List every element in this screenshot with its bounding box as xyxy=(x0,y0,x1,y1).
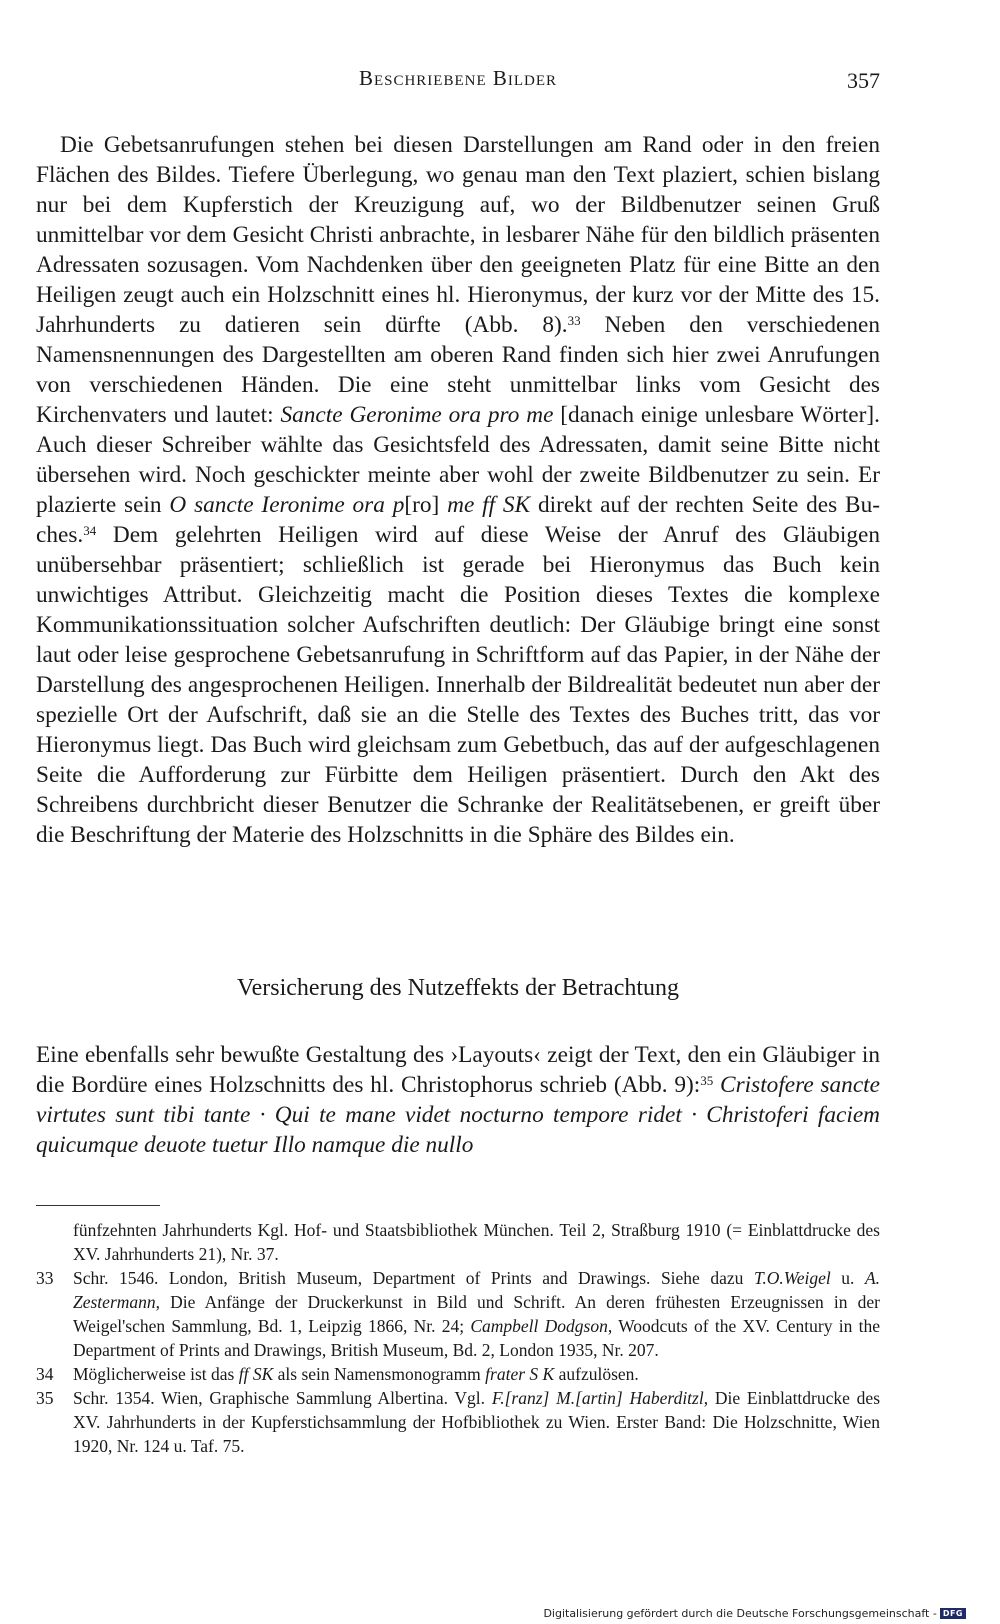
running-title: Beschriebene Bilder xyxy=(358,66,558,90)
italic-quote: O sancte Ieronime ora p xyxy=(169,492,405,518)
footnote-number: 35 xyxy=(36,1388,54,1408)
footnote-text: , Woodcuts of the XV. Century in the Department of Prints and Drawings, British Museum, Bd. 2, London 1935, Nr. 207. xyxy=(73,1316,880,1360)
footnote-text: Schr. 1546. London, British Museum, Department of Prints and Drawings. Siehe dazu xyxy=(73,1268,754,1288)
footnote-ref-35: 35 xyxy=(700,1073,714,1088)
italic-term: ff SK xyxy=(238,1364,274,1384)
text-run: [ro] xyxy=(404,492,448,518)
author-name: F.[ranz] M.[artin] Haberditzl xyxy=(491,1388,704,1408)
italic-quote: Cristofere sancte virtutes sunt tibi tante · Qui te mane videt nocturno tempore ridet · Christoferi faciem quicumque deuote tuetur Illo namque die nullo xyxy=(36,1072,880,1158)
italic-quote: Sancte Geronime ora pro me xyxy=(280,402,554,428)
paragraph xyxy=(36,130,880,850)
footnote-text: Möglicherweise ist das xyxy=(73,1364,239,1384)
footnote-text: , Die Anfänge der Druckerkunst in Bild und Schrift. An deren frühesten Erzeugnissen in der Weigel'schen Sammlung, Bd. 1, Leipzig 1866, Nr. 24; xyxy=(73,1292,880,1336)
footnote-ref-33: 33 xyxy=(567,313,581,328)
footnote-text: als sein Namensmonogramm xyxy=(273,1364,486,1384)
text-run: [danach einige unlesbare Wörter]. Auch dieser Schreiber wählte das Gesichtsfeld des Adressaten, damit seine Bitte nicht übersehen wird. Noch geschickter meinte aber wohl der zweite Bildbenutzer zu sein. Er plazierte sein xyxy=(36,402,880,518)
footnote-number: 33 xyxy=(36,1268,54,1288)
paragraph xyxy=(36,1040,880,1160)
text-run: Eine ebenfalls sehr bewußte Gestaltung des ›Layouts‹ zeigt der Text, den ein Gläubiger in die Bordüre eines Holzschnitts des hl. Christophorus schrieb (Abb. 9): xyxy=(36,1042,880,1098)
footnote-text: aufzulösen. xyxy=(554,1364,639,1384)
text-run: Die Gebetsanrufungen stehen bei diesen Darstellungen am Rand oder in den freien Flächen des Bildes. Tiefere Überlegung, wo genau man den Text plaziert, schien bislang nur bei dem Kupferstich der Kreuzigung auf, wo der Bildbenutzer seinen Gruß unmittelbar vor dem Gesicht Christi anbrachte, in lesbarer Nähe für den bildlich präsenten Adressaten sozusagen. Vom Nachdenken über den geeigneten Platz für eine Bitte an den Heiligen zeugt auch ein Holzschnitt eines hl. Hieronymus, der kurz vor der Mitte des 15. Jahrhunderts zu datieren sein dürfte (Abb. 8). xyxy=(36,132,880,338)
footnote-continuation xyxy=(36,1218,880,1266)
text-run: Neben den verschiedenen Namensnennungen des Dargestellten am oberen Rand finden sich hier zwei Anrufungen von verschiedenen Händen. Die eine steht unmittelbar links vom Gesicht des Kirchenvaters und lautet: xyxy=(36,312,880,428)
body-text-section xyxy=(36,1040,880,1160)
footnote-separator xyxy=(36,1205,160,1206)
footnote-33 xyxy=(36,1266,880,1362)
footnote-34 xyxy=(36,1362,880,1386)
author-name: A. Zestermann xyxy=(73,1268,881,1312)
footnote-text: u. xyxy=(830,1268,865,1288)
author-name: Campbell Dodgson xyxy=(470,1316,608,1336)
author-name: T.O.Weigel xyxy=(753,1268,831,1288)
body-text xyxy=(36,130,880,850)
credit-text: Digitalisierung gefördert durch die Deutsche Forschungsgemeinschaft - xyxy=(543,1607,937,1620)
dfg-logo: DFG xyxy=(940,1608,966,1619)
footnote-ref-34: 34 xyxy=(83,523,97,538)
footnotes xyxy=(36,1218,880,1458)
text-run: direkt auf der rechten Seite des Buches. xyxy=(36,492,880,548)
footnote-text: Schr. 1354. Wien, Graphische Sammlung Albertina. Vgl. xyxy=(73,1388,492,1408)
section-heading: Versicherung des Nutzeffekts der Betrachtung xyxy=(236,975,680,1001)
footnote-number: 34 xyxy=(36,1364,54,1384)
running-header xyxy=(36,66,880,100)
digitization-credit xyxy=(543,1607,966,1620)
footnote-35 xyxy=(36,1386,880,1458)
text-run: Dem gelehrten Heiligen wird auf diese Weise der Anruf des Gläubigen unübersehbar präsentiert; schließlich ist gerade bei Hieronymus das Buch kein unwichtiges Attribut. Gleichzeitig macht die Position dieses Textes die komplexe Kommunikationssituation solcher Aufschriften deutlich: Der Gläubige bringt eine sonst laut oder leise gesprochene Gebetsanrufung in Schriftform auf das Papier, in der Nähe der Darstellung des angesprochenen Heiligen. Innerhalb der Bildrealität bedeutet nun aber der spezielle Ort der Aufschrift, daß sie an die Stelle des Textes des Buches tritt, das vor Hieronymus liegt. Das Buch wird gleichsam zum Gebetbuch, das auf der aufgeschlagenen Seite die Aufforderung zur Fürbitte dem Heiligen präsentiert. Durch den Akt des Schreibens durchbricht dieser Benutzer die Schranke der Realitätsebenen, er greift über die Beschriftung der Materie des Holzschnitts in die Sphäre des Bildes ein. xyxy=(36,522,880,848)
page-number: 357 xyxy=(847,68,880,93)
footnote-text: , Die Einblattdrucke des XV. Jahrhunderts in der Kupferstichsammlung der Hofbibliothek zu Wien. Erster Band: Die Holzschnitte, Wien 1920, Nr. 124 u. Taf. 75. xyxy=(73,1388,880,1456)
italic-term: frater S K xyxy=(485,1364,555,1384)
footnote-text: fünfzehnten Jahrhunderts Kgl. Hof- und Staatsbibliothek München. Teil 2, Straßburg 1910 (= Einblattdrucke des XV. Jahrhunderts 21), Nr. 37. xyxy=(73,1220,880,1264)
italic-quote: me ff SK xyxy=(447,492,531,518)
